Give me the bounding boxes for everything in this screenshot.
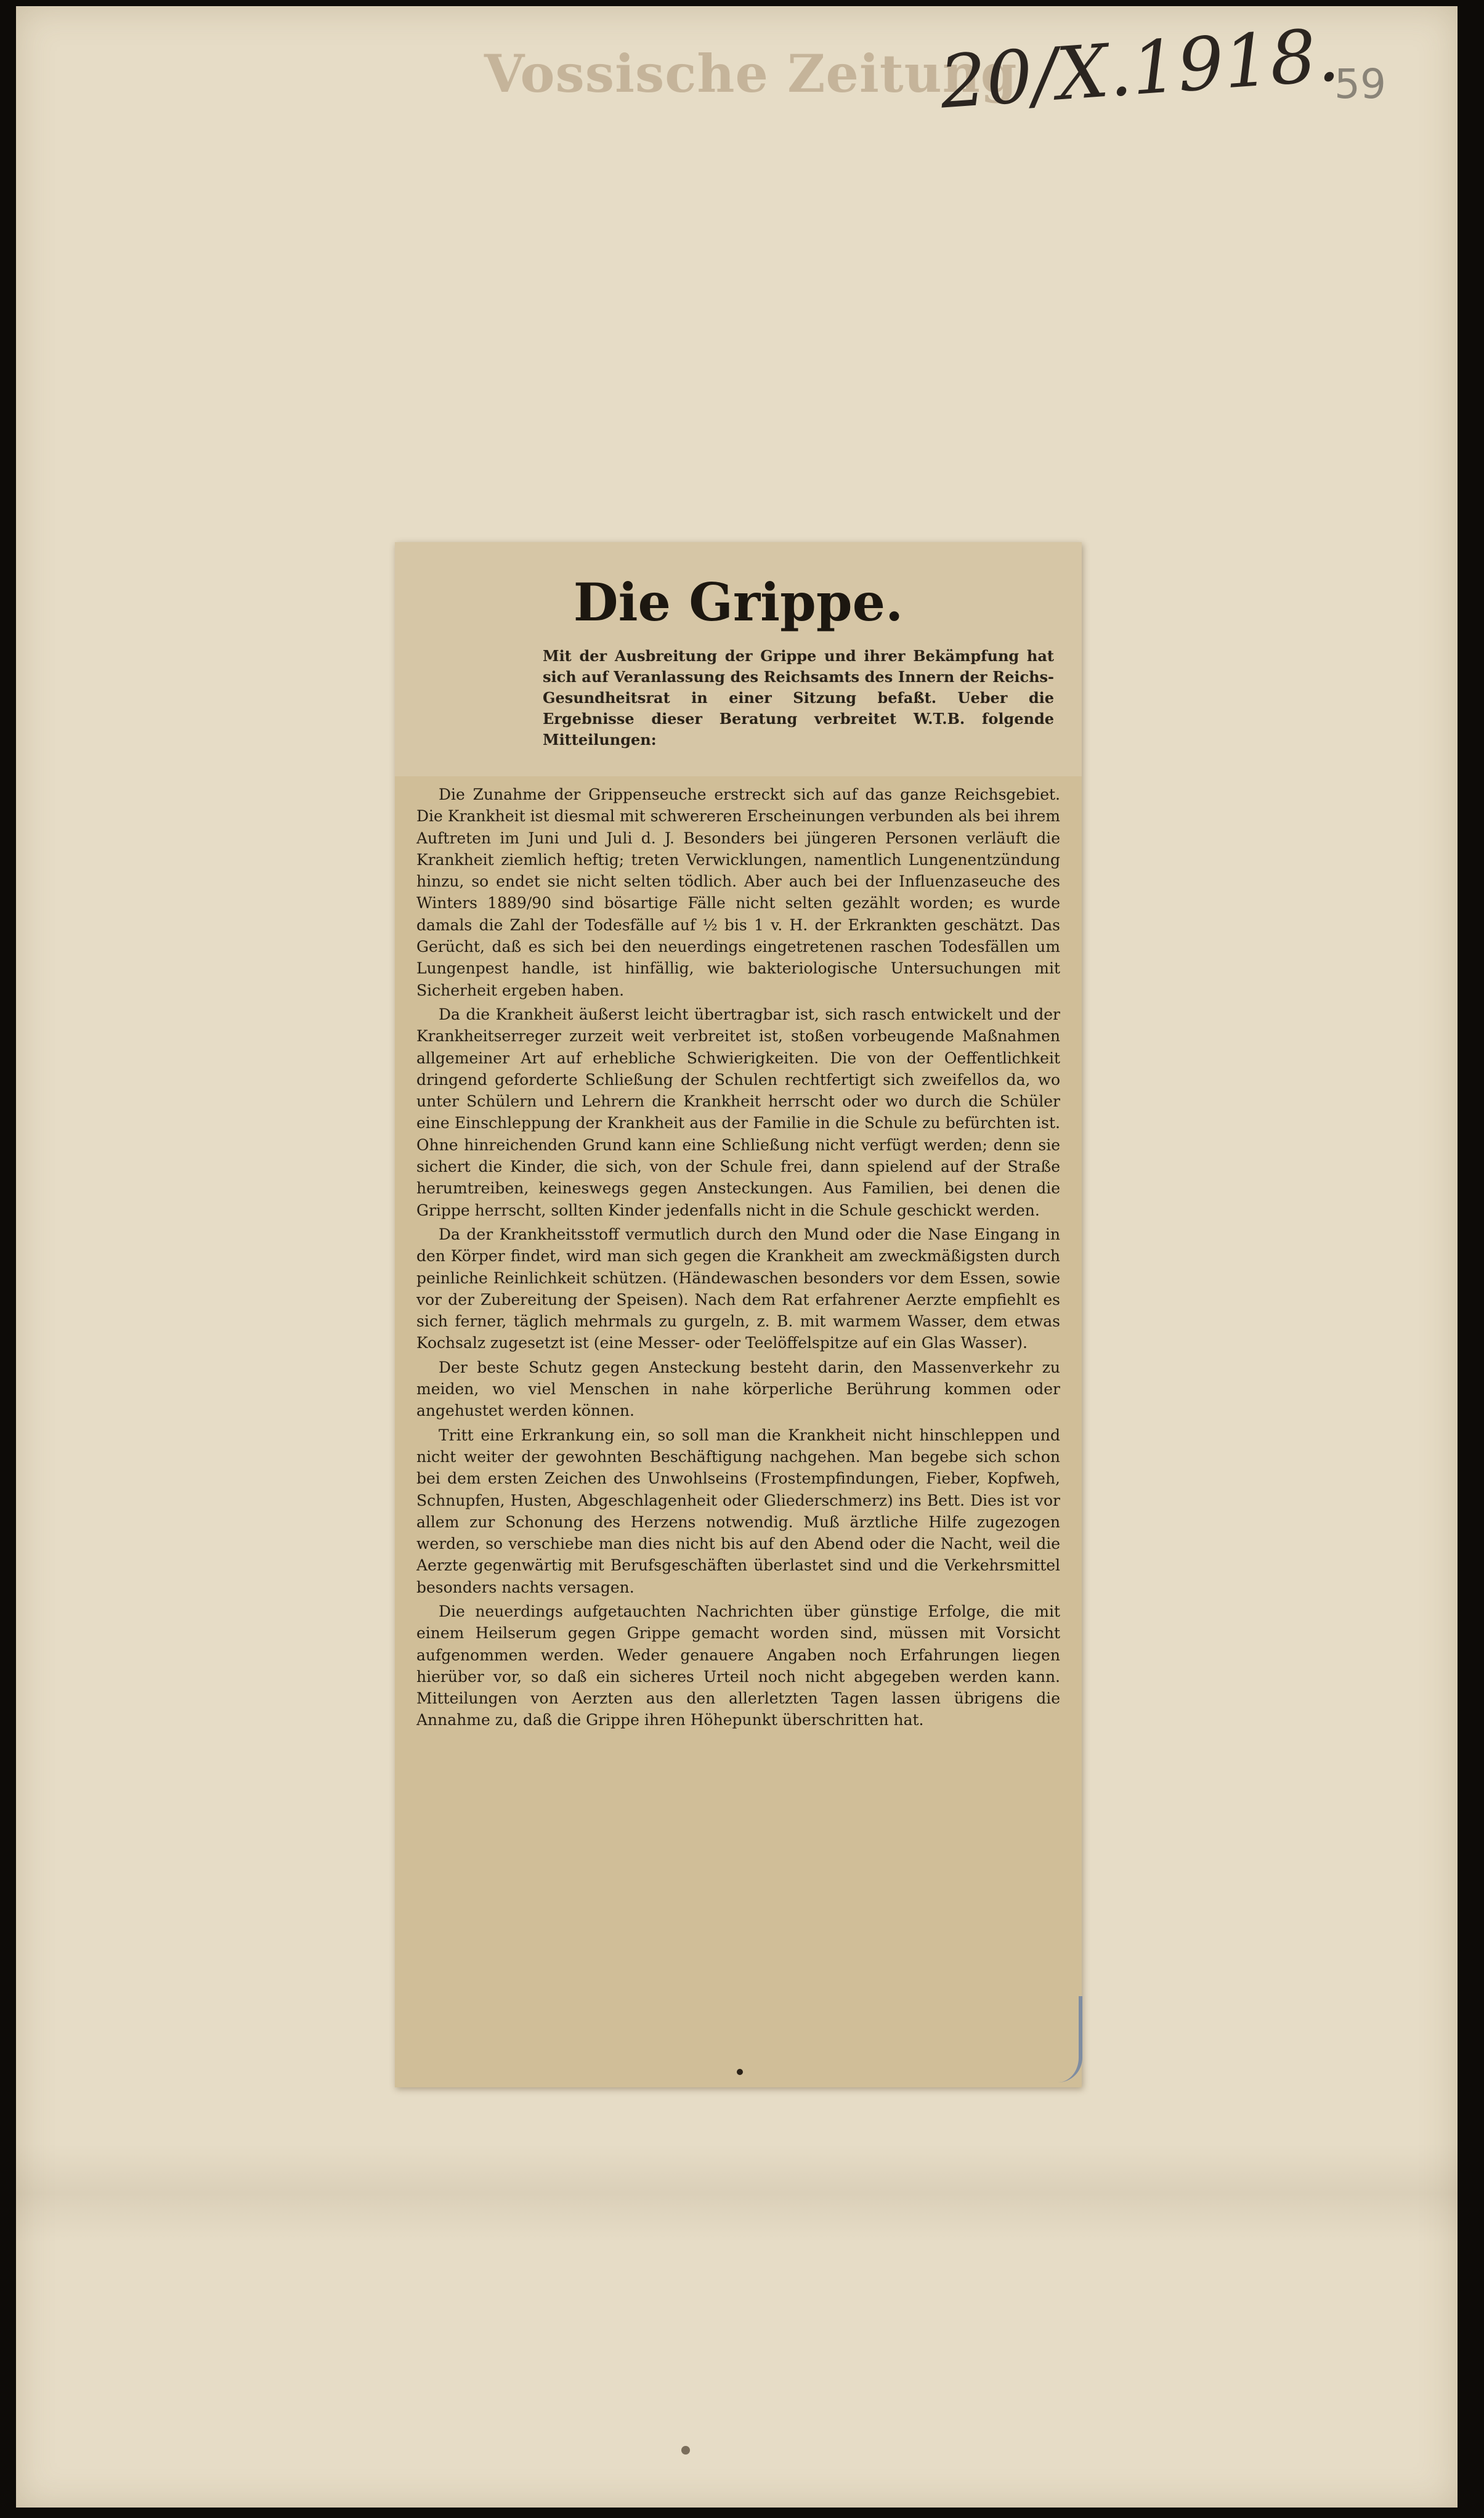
article-intro: Mit der Ausbreitung der Grippe und ihrer Bekämpfung hat sich auf Veranlassung des Reichsamts des Innern der Reichs-Gesundheitsrat in einer Sitzung befaßt. Ueber die Ergebnisse dieser Beratung verbreitet W.T.B. folgende Mitteilungen: [543,647,1054,749]
article-body [416,784,1060,2065]
newspaper-masthead-stamp: Vossische Zeitung [484,43,1018,104]
page-number: 59 [1334,60,1386,108]
article-title: Die Grippe. [573,572,904,633]
paragraph: Die Zunahme der Grippenseuche erstreckt sich auf das ganze Reichsgebiet. Die Krankheit ist diesmal mit schwereren Erscheinungen verbunden als bei ihrem Auftreten im Juni und Juli d. J. Besonders bei jüngeren Personen verläuft die Krankheit ziemlich heftig; treten Verwicklungen, namentlich Lungenentzündung hinzu, so endet sie nicht selten tödlich. Aber auch bei der Influenzaseuche des Winters 1889/90 sind bösartige Fälle nicht selten gezählt worden; es wurde damals die Zahl der Todesfälle auf ½ bis 1 v. H. der Erkrankten geschätzt. Das Gerücht, daß es sich bei den neuerdings eingetretenen raschen Todesfällen um Lungenpest handle, ist hinfällig, wie bakteriologische Untersuchungen mit Sicherheit ergeben haben. [416,786,1060,999]
newspaper-clipping [395,542,1082,2087]
archive-sheet [16,6,1458,2508]
paragraph: Tritt eine Erkrankung ein, so soll man die Krankheit nicht hinschleppen und nicht weiter der gewohnten Beschäftigung nachgehen. Man begebe sich schon bei dem ersten Zeichen des Unwohlseins (Frostempfindungen, Fieber, Kopfweh, Schnupfen, Husten, Abgeschlagenheit oder Gliederschmerz) ins Bett. Dies ist vor allem zur Schonung des Herzens notwendig. Muß ärztliche Hilfe zugezogen werden, so verschiebe man dies nicht bis auf den Abend oder die Nacht, weil die Aerzte gegenwärtig mit Berufsgeschäften überlastet sind und die Verkehrsmittel besonders nachts versagen. [416,1426,1060,1596]
paragraph: Da der Krankheitsstoff vermutlich durch den Mund oder die Nase Eingang in den Körper findet, wird man sich gegen die Krankheit am zweckmäßigsten durch peinliche Reinlichkeit schützen. (Händewaschen besonders vor dem Essen, sowie vor der Zubereitung der Speisen). Nach dem Rat erfahrener Aerzte empfiehlt es sich ferner, täglich mehrmals zu gurgeln, z. B. mit warmem Wasser, dem etwas Kochsalz zugesetzt ist (eine Messer- oder Teelöffelspitze auf ein Glas Wasser). [416,1225,1060,1352]
end-mark [737,2069,743,2075]
punch-hole [681,2446,690,2455]
paragraph: Die neuerdings aufgetauchten Nachrichten über günstige Erfolge, die mit einem Heilserum gegen Grippe gemacht worden sind, müssen mit Vorsicht aufgenommen werden. Weder genauere Angaben noch Erfahrungen liegen hierüber vor, so daß ein sicheres Urteil noch nicht abgegeben werden kann. Mitteilungen von Aerzten aus den allerletzten Tagen lassen übrigens die Annahme zu, daß die Grippe ihren Höhepunkt überschritten hat. [416,1602,1060,1729]
blue-ink-mark [1036,1996,1082,2082]
paragraph: Der beste Schutz gegen Ansteckung besteht darin, den Massenverkehr zu meiden, wo viel Menschen in nahe körperliche Berührung kommen oder angehustet werden können. [416,1358,1060,1420]
handwritten-date: 20/X.1918. [937,12,1342,125]
paragraph: Da die Krankheit äußerst leicht übertragbar ist, sich rasch entwickelt und der Krankheitserreger zurzeit weit verbreitet ist, stoßen vorbeugende Maßnahmen allgemeiner Art auf erhebliche Schwierigkeiten. Die von der Oeffentlichkeit dringend geforderte Schließung der Schulen rechtfertigt sich zweifellos da, wo unter Schülern und Lehrern die Krankheit herrscht oder wo durch die Schüler eine Einschleppung der Krankheit aus der Familie in die Schule zu befürchten ist. Ohne hinreichenden Grund kann eine Schließung nicht verfügt werden; denn sie sichert die Kinder, die sich, von der Schule frei, dann spielend auf der Straße herumtreiben, keineswegs gegen Ansteckungen. Aus Familien, bei denen die Grippe herrscht, sollten Kinder jedenfalls nicht in die Schule geschickt werden. [416,1005,1060,1219]
